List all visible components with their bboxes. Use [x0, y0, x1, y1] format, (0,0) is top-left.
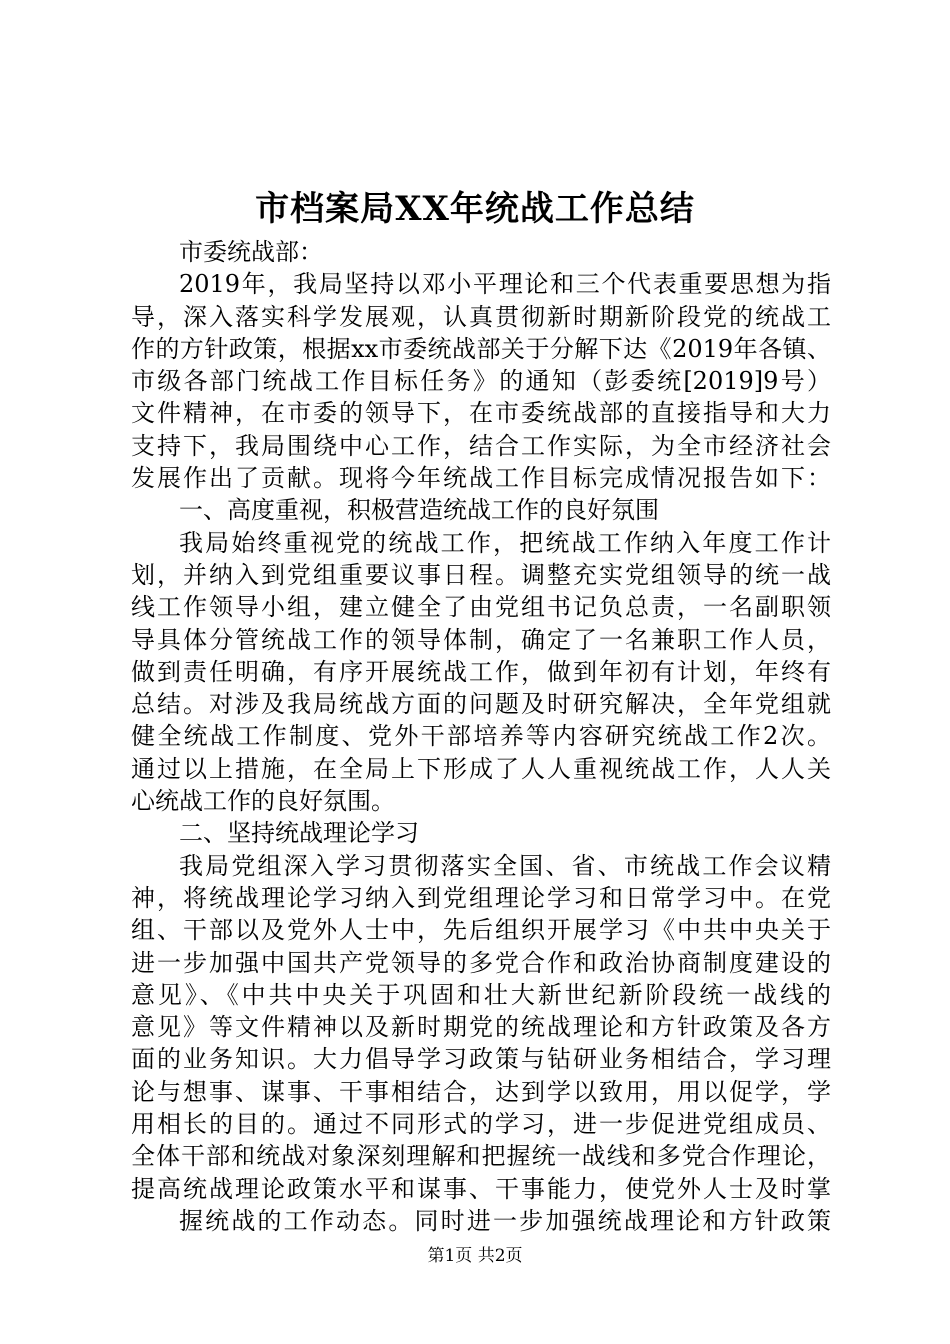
paragraph-line: 文件精神，在市委的领导下，在市委统战部的直接指导和大力 [131, 399, 831, 428]
section-heading: 二、坚持统战理论学习 [179, 819, 419, 848]
paragraph-line: 意见》、《中共中央关于巩固和壮大新世纪新阶段统一战线的 [131, 980, 831, 1009]
paragraph-line: 导，深入落实科学发展观，认真贯彻新时期新阶段党的统战工 [131, 302, 831, 331]
paragraph-line: 支持下，我局围绕中心工作，结合工作实际，为全市经济社会 [131, 431, 831, 460]
paragraph-line: 总结。对涉及我局统战方面的问题及时研究解决，全年党组就 [131, 690, 831, 719]
paragraph-line: 通过以上措施，在全局上下形成了人人重视统战工作，人人关 [131, 754, 831, 783]
paragraph-line: 全体干部和统战对象深刻理解和把握统一战线和多党合作理论， [131, 1142, 831, 1171]
paragraph-line: 我局始终重视党的统战工作，把统战工作纳入年度工作计 [179, 528, 831, 557]
paragraph-line: 线工作领导小组，建立健全了由党组书记负总责，一名副职领 [131, 593, 831, 622]
paragraph-line: 用相长的目的。通过不同形式的学习，进一步促进党组成员、 [131, 1110, 831, 1139]
paragraph-line: 面的业务知识。大力倡导学习政策与钻研业务相结合，学习理 [131, 1045, 831, 1074]
paragraph-line: 提高统战理论政策水平和谋事、干事能力，使党外人士及时掌 [131, 1174, 831, 1203]
paragraph-line: 市级各部门统战工作目标任务》的通知（彭委统[2019]9号） [131, 367, 831, 396]
paragraph-line: 作的方针政策，根据xx市委统战部关于分解下达《2019年各镇、 [131, 334, 831, 363]
page-footer: 第1页 共2页 [427, 1246, 523, 1266]
section-heading: 一、高度重视，积极营造统战工作的良好氛围 [179, 496, 659, 525]
paragraph-line: 意见》等文件精神以及新时期党的统战理论和方针政策及各方 [131, 1013, 831, 1042]
document-body [131, 236, 831, 1237]
paragraph-line: 论与想事、谋事、干事相结合，达到学以致用，用以促学，学 [131, 1077, 831, 1106]
paragraph-line: 做到责任明确，有序开展统战工作，做到年初有计划，年终有 [131, 657, 831, 686]
paragraph-line: 划，并纳入到党组重要议事日程。调整充实党组领导的统一战 [131, 560, 831, 589]
paragraph-line: 神，将统战理论学习纳入到党组理论学习和日常学习中。在党 [131, 883, 831, 912]
document-title: 市档案局XX年统战工作总结 [255, 189, 695, 229]
paragraph-line: 2019年，我局坚持以邓小平理论和三个代表重要思想为指 [179, 270, 831, 299]
paragraph-line: 我局党组深入学习贯彻落实全国、省、市统战工作会议精 [179, 851, 831, 880]
paragraph-line: 心统战工作的良好氛围。 [131, 787, 395, 816]
paragraph-line: 发展作出了贡献。现将今年统战工作目标完成情况报告如下： [131, 464, 831, 493]
paragraph-line: 进一步加强中国共产党领导的多党合作和政治协商制度建设的 [131, 948, 831, 977]
paragraph-line: 健全统战工作制度、党外干部培养等内容研究统战工作2次。 [131, 722, 831, 751]
paragraph-line: 组、干部以及党外人士中，先后组织开展学习《中共中央关于 [131, 916, 831, 945]
paragraph-line: 导具体分管统战工作的领导体制，确定了一名兼职工作人员， [131, 625, 831, 654]
salutation-line: 市委统战部： [179, 238, 323, 266]
paragraph-line: 握统战的工作动态。同时进一步加强统战理论和方针政策 [179, 1206, 831, 1235]
